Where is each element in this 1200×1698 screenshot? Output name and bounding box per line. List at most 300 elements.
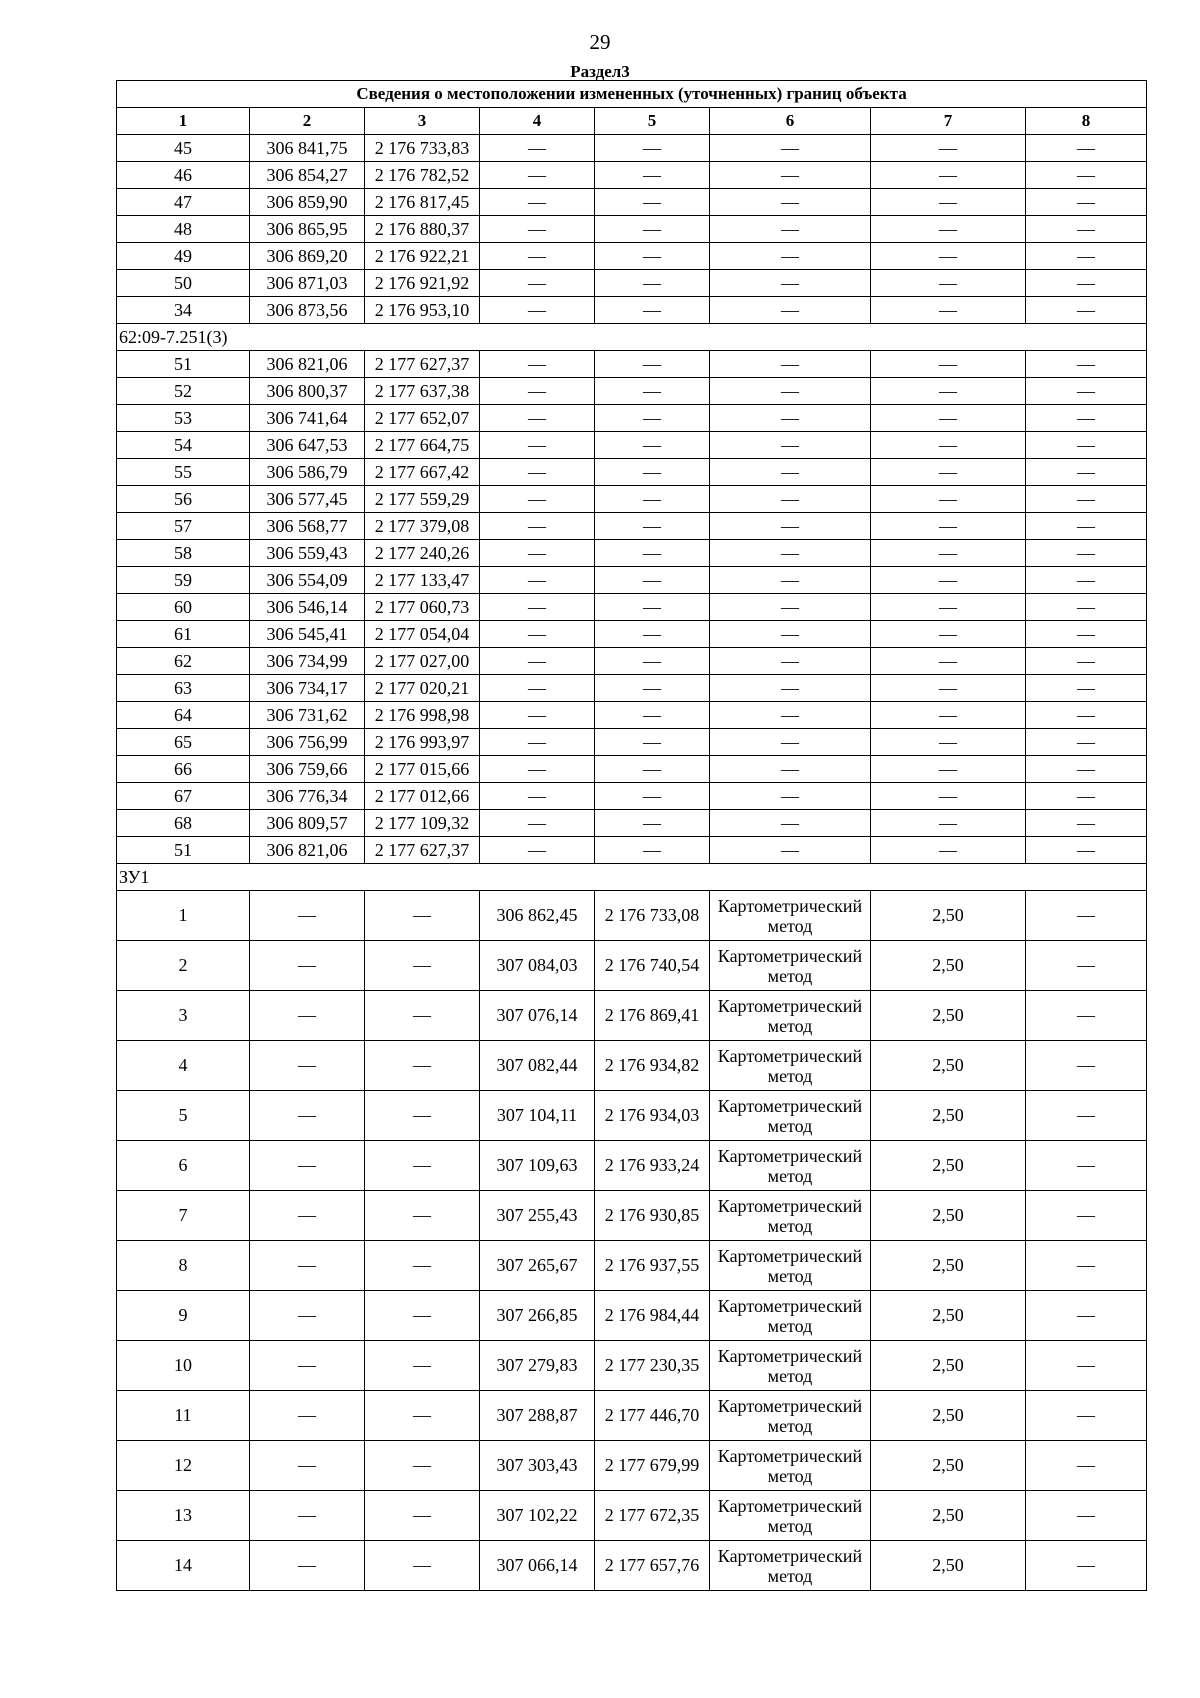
table-row [117, 1091, 1147, 1141]
empty-dash-cell: — [595, 459, 710, 486]
empty-dash-cell: — [250, 1041, 365, 1091]
empty-dash-cell: — [480, 216, 595, 243]
column-header-3: 3 [365, 108, 480, 135]
method-cell: Картометрический метод [710, 1441, 871, 1491]
empty-dash-cell: — [595, 702, 710, 729]
method-cell: Картометрический метод [710, 941, 871, 991]
table-row [117, 270, 1147, 297]
coord-y-cell: 2 177 133,47 [365, 567, 480, 594]
coord-y-cell: 2 176 869,41 [595, 991, 710, 1041]
empty-dash-cell: — [595, 378, 710, 405]
empty-dash-cell: — [1026, 216, 1147, 243]
empty-dash-cell: — [480, 594, 595, 621]
empty-dash-cell: — [595, 351, 710, 378]
empty-dash-cell: — [871, 513, 1026, 540]
empty-dash-cell: — [1026, 1091, 1147, 1141]
coord-y-cell: 2 176 998,98 [365, 702, 480, 729]
empty-dash-cell: — [1026, 756, 1147, 783]
empty-dash-cell: — [595, 648, 710, 675]
point-number-cell: 1 [117, 891, 250, 941]
coord-y-cell: 2 177 054,04 [365, 621, 480, 648]
empty-dash-cell: — [1026, 540, 1147, 567]
coord-x-cell: 307 109,63 [480, 1141, 595, 1191]
group-label-zu1: ЗУ1 [117, 864, 1147, 891]
accuracy-cell: 2,50 [871, 1041, 1026, 1091]
empty-dash-cell: — [1026, 297, 1147, 324]
empty-dash-cell: — [480, 243, 595, 270]
coord-x-cell: 306 821,06 [250, 351, 365, 378]
column-header-row [117, 108, 1147, 135]
point-number-cell: 52 [117, 378, 250, 405]
coord-y-cell: 2 177 060,73 [365, 594, 480, 621]
empty-dash-cell: — [871, 567, 1026, 594]
coord-y-cell: 2 176 934,03 [595, 1091, 710, 1141]
coord-y-cell: 2 177 657,76 [595, 1541, 710, 1591]
empty-dash-cell: — [871, 594, 1026, 621]
empty-dash-cell: — [250, 1141, 365, 1191]
table-row [117, 486, 1147, 513]
empty-dash-cell: — [871, 648, 1026, 675]
coord-y-cell: 2 177 559,29 [365, 486, 480, 513]
empty-dash-cell: — [480, 837, 595, 864]
coord-x-cell: 307 288,87 [480, 1391, 595, 1441]
table-row [117, 135, 1147, 162]
coord-x-cell: 306 800,37 [250, 378, 365, 405]
empty-dash-cell: — [710, 810, 871, 837]
coord-y-cell: 2 177 637,38 [365, 378, 480, 405]
empty-dash-cell: — [480, 270, 595, 297]
coord-y-cell: 2 177 627,37 [365, 837, 480, 864]
empty-dash-cell: — [365, 1141, 480, 1191]
empty-dash-cell: — [710, 837, 871, 864]
table-row [117, 837, 1147, 864]
table-row [117, 540, 1147, 567]
empty-dash-cell: — [595, 513, 710, 540]
empty-dash-cell: — [710, 621, 871, 648]
empty-dash-cell: — [365, 1541, 480, 1591]
point-number-cell: 4 [117, 1041, 250, 1091]
coord-x-cell: 306 741,64 [250, 405, 365, 432]
point-number-cell: 65 [117, 729, 250, 756]
empty-dash-cell: — [250, 1441, 365, 1491]
empty-dash-cell: — [595, 432, 710, 459]
point-number-cell: 62 [117, 648, 250, 675]
point-number-cell: 53 [117, 405, 250, 432]
empty-dash-cell: — [1026, 594, 1147, 621]
group-row [117, 324, 1147, 351]
table-row [117, 567, 1147, 594]
empty-dash-cell: — [250, 1541, 365, 1591]
accuracy-cell: 2,50 [871, 991, 1026, 1041]
page-number: 29 [589, 30, 611, 54]
empty-dash-cell: — [250, 941, 365, 991]
point-number-cell: 66 [117, 756, 250, 783]
empty-dash-cell: — [595, 162, 710, 189]
empty-dash-cell: — [1026, 1241, 1147, 1291]
empty-dash-cell: — [1026, 1491, 1147, 1541]
accuracy-cell: 2,50 [871, 1091, 1026, 1141]
empty-dash-cell: — [595, 621, 710, 648]
point-number-cell: 47 [117, 189, 250, 216]
method-cell: Картометрический метод [710, 1091, 871, 1141]
coord-x-cell: 306 776,34 [250, 783, 365, 810]
coord-y-cell: 2 177 672,35 [595, 1491, 710, 1541]
empty-dash-cell: — [365, 1391, 480, 1441]
accuracy-cell: 2,50 [871, 941, 1026, 991]
group-label-cadastral: 62:09-7.251(3) [117, 324, 1147, 351]
empty-dash-cell: — [595, 675, 710, 702]
empty-dash-cell: — [1026, 810, 1147, 837]
table-row [117, 189, 1147, 216]
empty-dash-cell: — [1026, 729, 1147, 756]
coord-x-cell: 306 586,79 [250, 459, 365, 486]
column-header-6: 6 [710, 108, 871, 135]
empty-dash-cell: — [250, 1391, 365, 1441]
coord-x-cell: 307 255,43 [480, 1191, 595, 1241]
point-number-cell: 64 [117, 702, 250, 729]
coord-y-cell: 2 176 922,21 [365, 243, 480, 270]
empty-dash-cell: — [595, 540, 710, 567]
point-number-cell: 48 [117, 216, 250, 243]
table-row [117, 1041, 1147, 1091]
point-number-cell: 6 [117, 1141, 250, 1191]
coord-x-cell: 306 546,14 [250, 594, 365, 621]
empty-dash-cell: — [871, 270, 1026, 297]
empty-dash-cell: — [480, 621, 595, 648]
empty-dash-cell: — [480, 756, 595, 783]
table-row [117, 1141, 1147, 1191]
empty-dash-cell: — [871, 675, 1026, 702]
empty-dash-cell: — [480, 729, 595, 756]
point-number-cell: 61 [117, 621, 250, 648]
accuracy-cell: 2,50 [871, 891, 1026, 941]
coord-y-cell: 2 177 015,66 [365, 756, 480, 783]
empty-dash-cell: — [480, 486, 595, 513]
point-number-cell: 67 [117, 783, 250, 810]
coord-y-cell: 2 177 027,00 [365, 648, 480, 675]
method-cell: Картометрический метод [710, 1541, 871, 1591]
empty-dash-cell: — [710, 783, 871, 810]
point-number-cell: 46 [117, 162, 250, 189]
coord-x-cell: 306 865,95 [250, 216, 365, 243]
point-number-cell: 51 [117, 351, 250, 378]
empty-dash-cell: — [595, 567, 710, 594]
empty-dash-cell: — [365, 1191, 480, 1241]
empty-dash-cell: — [871, 189, 1026, 216]
coord-y-cell: 2 177 379,08 [365, 513, 480, 540]
point-number-cell: 12 [117, 1441, 250, 1491]
empty-dash-cell: — [1026, 405, 1147, 432]
empty-dash-cell: — [710, 243, 871, 270]
point-number-cell: 13 [117, 1491, 250, 1541]
coord-y-cell: 2 177 020,21 [365, 675, 480, 702]
empty-dash-cell: — [365, 941, 480, 991]
empty-dash-cell: — [871, 729, 1026, 756]
coord-y-cell: 2 176 733,08 [595, 891, 710, 941]
coord-y-cell: 2 176 984,44 [595, 1291, 710, 1341]
empty-dash-cell: — [595, 729, 710, 756]
empty-dash-cell: — [480, 648, 595, 675]
accuracy-cell: 2,50 [871, 1541, 1026, 1591]
accuracy-cell: 2,50 [871, 1191, 1026, 1241]
table-row [117, 1491, 1147, 1541]
empty-dash-cell: — [1026, 675, 1147, 702]
empty-dash-cell: — [365, 1441, 480, 1491]
empty-dash-cell: — [1026, 432, 1147, 459]
table-row [117, 1241, 1147, 1291]
coord-y-cell: 2 177 667,42 [365, 459, 480, 486]
section-title: Раздел3 [570, 62, 630, 81]
column-header-8: 8 [1026, 108, 1147, 135]
coord-x-cell: 306 809,57 [250, 810, 365, 837]
method-cell: Картометрический метод [710, 1041, 871, 1091]
method-cell: Картометрический метод [710, 1191, 871, 1241]
empty-dash-cell: — [480, 540, 595, 567]
coord-x-cell: 306 873,56 [250, 297, 365, 324]
coord-y-cell: 2 176 817,45 [365, 189, 480, 216]
accuracy-cell: 2,50 [871, 1141, 1026, 1191]
empty-dash-cell: — [871, 405, 1026, 432]
coord-x-cell: 306 869,20 [250, 243, 365, 270]
empty-dash-cell: — [871, 702, 1026, 729]
table-row [117, 513, 1147, 540]
table-row [117, 1191, 1147, 1241]
empty-dash-cell: — [1026, 702, 1147, 729]
coord-x-cell: 306 731,62 [250, 702, 365, 729]
empty-dash-cell: — [250, 1241, 365, 1291]
coord-x-cell: 307 102,22 [480, 1491, 595, 1541]
accuracy-cell: 2,50 [871, 1291, 1026, 1341]
empty-dash-cell: — [710, 297, 871, 324]
accuracy-cell: 2,50 [871, 1391, 1026, 1441]
empty-dash-cell: — [365, 1041, 480, 1091]
coord-y-cell: 2 176 953,10 [365, 297, 480, 324]
table-row [117, 810, 1147, 837]
point-number-cell: 10 [117, 1341, 250, 1391]
coord-y-cell: 2 177 627,37 [365, 351, 480, 378]
point-number-cell: 54 [117, 432, 250, 459]
table-row [117, 432, 1147, 459]
empty-dash-cell: — [595, 216, 710, 243]
point-number-cell: 58 [117, 540, 250, 567]
point-number-cell: 59 [117, 567, 250, 594]
method-cell: Картометрический метод [710, 991, 871, 1041]
point-number-cell: 50 [117, 270, 250, 297]
coord-y-cell: 2 177 446,70 [595, 1391, 710, 1441]
point-number-cell: 7 [117, 1191, 250, 1241]
empty-dash-cell: — [480, 378, 595, 405]
table-body [117, 135, 1147, 1591]
empty-dash-cell: — [871, 459, 1026, 486]
method-cell: Картометрический метод [710, 1141, 871, 1191]
empty-dash-cell: — [480, 351, 595, 378]
empty-dash-cell: — [480, 810, 595, 837]
coord-y-cell: 2 176 934,82 [595, 1041, 710, 1091]
coord-x-cell: 306 734,99 [250, 648, 365, 675]
method-cell: Картометрический метод [710, 1391, 871, 1441]
table-row [117, 1441, 1147, 1491]
coord-y-cell: 2 176 993,97 [365, 729, 480, 756]
empty-dash-cell: — [480, 297, 595, 324]
coord-x-cell: 307 266,85 [480, 1291, 595, 1341]
empty-dash-cell: — [1026, 243, 1147, 270]
coord-x-cell: 306 756,99 [250, 729, 365, 756]
coord-y-cell: 2 176 930,85 [595, 1191, 710, 1241]
empty-dash-cell: — [710, 486, 871, 513]
boundary-coordinates-table [116, 80, 1147, 1591]
point-number-cell: 49 [117, 243, 250, 270]
coord-y-cell: 2 177 664,75 [365, 432, 480, 459]
empty-dash-cell: — [1026, 648, 1147, 675]
empty-dash-cell: — [480, 432, 595, 459]
table-row [117, 756, 1147, 783]
empty-dash-cell: — [1026, 270, 1147, 297]
table-caption: Сведения о местоположении измененных (уточненных) границ объекта [117, 81, 1147, 108]
table-row [117, 378, 1147, 405]
empty-dash-cell: — [595, 810, 710, 837]
coord-y-cell: 2 176 937,55 [595, 1241, 710, 1291]
empty-dash-cell: — [710, 135, 871, 162]
table-row [117, 594, 1147, 621]
coord-y-cell: 2 177 240,26 [365, 540, 480, 567]
coord-x-cell: 306 821,06 [250, 837, 365, 864]
empty-dash-cell: — [250, 1091, 365, 1141]
table-row [117, 991, 1147, 1041]
empty-dash-cell: — [595, 297, 710, 324]
empty-dash-cell: — [1026, 1541, 1147, 1591]
column-header-4: 4 [480, 108, 595, 135]
point-number-cell: 60 [117, 594, 250, 621]
empty-dash-cell: — [710, 432, 871, 459]
coord-x-cell: 307 303,43 [480, 1441, 595, 1491]
coord-y-cell: 2 177 679,99 [595, 1441, 710, 1491]
table-row [117, 702, 1147, 729]
column-header-2: 2 [250, 108, 365, 135]
empty-dash-cell: — [480, 459, 595, 486]
accuracy-cell: 2,50 [871, 1341, 1026, 1391]
coord-x-cell: 307 076,14 [480, 991, 595, 1041]
point-number-cell: 56 [117, 486, 250, 513]
empty-dash-cell: — [250, 891, 365, 941]
column-header-7: 7 [871, 108, 1026, 135]
coord-x-cell: 306 854,27 [250, 162, 365, 189]
empty-dash-cell: — [595, 783, 710, 810]
empty-dash-cell: — [365, 1091, 480, 1141]
accuracy-cell: 2,50 [871, 1241, 1026, 1291]
empty-dash-cell: — [710, 189, 871, 216]
table-row [117, 351, 1147, 378]
empty-dash-cell: — [871, 540, 1026, 567]
coord-y-cell: 2 177 109,32 [365, 810, 480, 837]
table-row [117, 405, 1147, 432]
empty-dash-cell: — [710, 540, 871, 567]
coord-x-cell: 307 082,44 [480, 1041, 595, 1091]
point-number-cell: 63 [117, 675, 250, 702]
table-row [117, 729, 1147, 756]
empty-dash-cell: — [365, 991, 480, 1041]
empty-dash-cell: — [871, 810, 1026, 837]
point-number-cell: 9 [117, 1291, 250, 1341]
coord-x-cell: 306 862,45 [480, 891, 595, 941]
coord-y-cell: 2 177 652,07 [365, 405, 480, 432]
empty-dash-cell: — [480, 513, 595, 540]
table-row [117, 783, 1147, 810]
table-row [117, 891, 1147, 941]
empty-dash-cell: — [1026, 1041, 1147, 1091]
table-row [117, 621, 1147, 648]
empty-dash-cell: — [250, 991, 365, 1041]
empty-dash-cell: — [710, 459, 871, 486]
coord-y-cell: 2 176 782,52 [365, 162, 480, 189]
table-row [117, 297, 1147, 324]
empty-dash-cell: — [595, 135, 710, 162]
coord-y-cell: 2 177 012,66 [365, 783, 480, 810]
coord-x-cell: 306 871,03 [250, 270, 365, 297]
method-cell: Картометрический метод [710, 1341, 871, 1391]
empty-dash-cell: — [250, 1291, 365, 1341]
empty-dash-cell: — [871, 297, 1026, 324]
empty-dash-cell: — [480, 162, 595, 189]
empty-dash-cell: — [1026, 1291, 1147, 1341]
empty-dash-cell: — [1026, 378, 1147, 405]
empty-dash-cell: — [1026, 351, 1147, 378]
empty-dash-cell: — [365, 1491, 480, 1541]
empty-dash-cell: — [871, 351, 1026, 378]
table-row [117, 1291, 1147, 1341]
empty-dash-cell: — [250, 1491, 365, 1541]
empty-dash-cell: — [365, 1241, 480, 1291]
coord-x-cell: 307 104,11 [480, 1091, 595, 1141]
empty-dash-cell: — [710, 513, 871, 540]
coord-x-cell: 306 559,43 [250, 540, 365, 567]
coord-x-cell: 306 841,75 [250, 135, 365, 162]
point-number-cell: 5 [117, 1091, 250, 1141]
empty-dash-cell: — [250, 1341, 365, 1391]
table-row [117, 675, 1147, 702]
coord-x-cell: 306 734,17 [250, 675, 365, 702]
point-number-cell: 68 [117, 810, 250, 837]
table-row [117, 459, 1147, 486]
point-number-cell: 3 [117, 991, 250, 1041]
point-number-cell: 55 [117, 459, 250, 486]
empty-dash-cell: — [595, 756, 710, 783]
empty-dash-cell: — [480, 783, 595, 810]
method-cell: Картометрический метод [710, 1241, 871, 1291]
accuracy-cell: 2,50 [871, 1491, 1026, 1541]
table-row [117, 648, 1147, 675]
coord-x-cell: 306 647,53 [250, 432, 365, 459]
coord-y-cell: 2 176 880,37 [365, 216, 480, 243]
empty-dash-cell: — [1026, 783, 1147, 810]
empty-dash-cell: — [871, 162, 1026, 189]
point-number-cell: 2 [117, 941, 250, 991]
empty-dash-cell: — [1026, 1191, 1147, 1241]
empty-dash-cell: — [1026, 1341, 1147, 1391]
coord-y-cell: 2 176 733,83 [365, 135, 480, 162]
empty-dash-cell: — [250, 1191, 365, 1241]
table-row [117, 162, 1147, 189]
point-number-cell: 45 [117, 135, 250, 162]
coord-x-cell: 307 265,67 [480, 1241, 595, 1291]
coord-x-cell: 306 554,09 [250, 567, 365, 594]
empty-dash-cell: — [871, 837, 1026, 864]
empty-dash-cell: — [480, 189, 595, 216]
empty-dash-cell: — [710, 567, 871, 594]
empty-dash-cell: — [595, 594, 710, 621]
empty-dash-cell: — [1026, 837, 1147, 864]
empty-dash-cell: — [710, 648, 871, 675]
empty-dash-cell: — [480, 135, 595, 162]
